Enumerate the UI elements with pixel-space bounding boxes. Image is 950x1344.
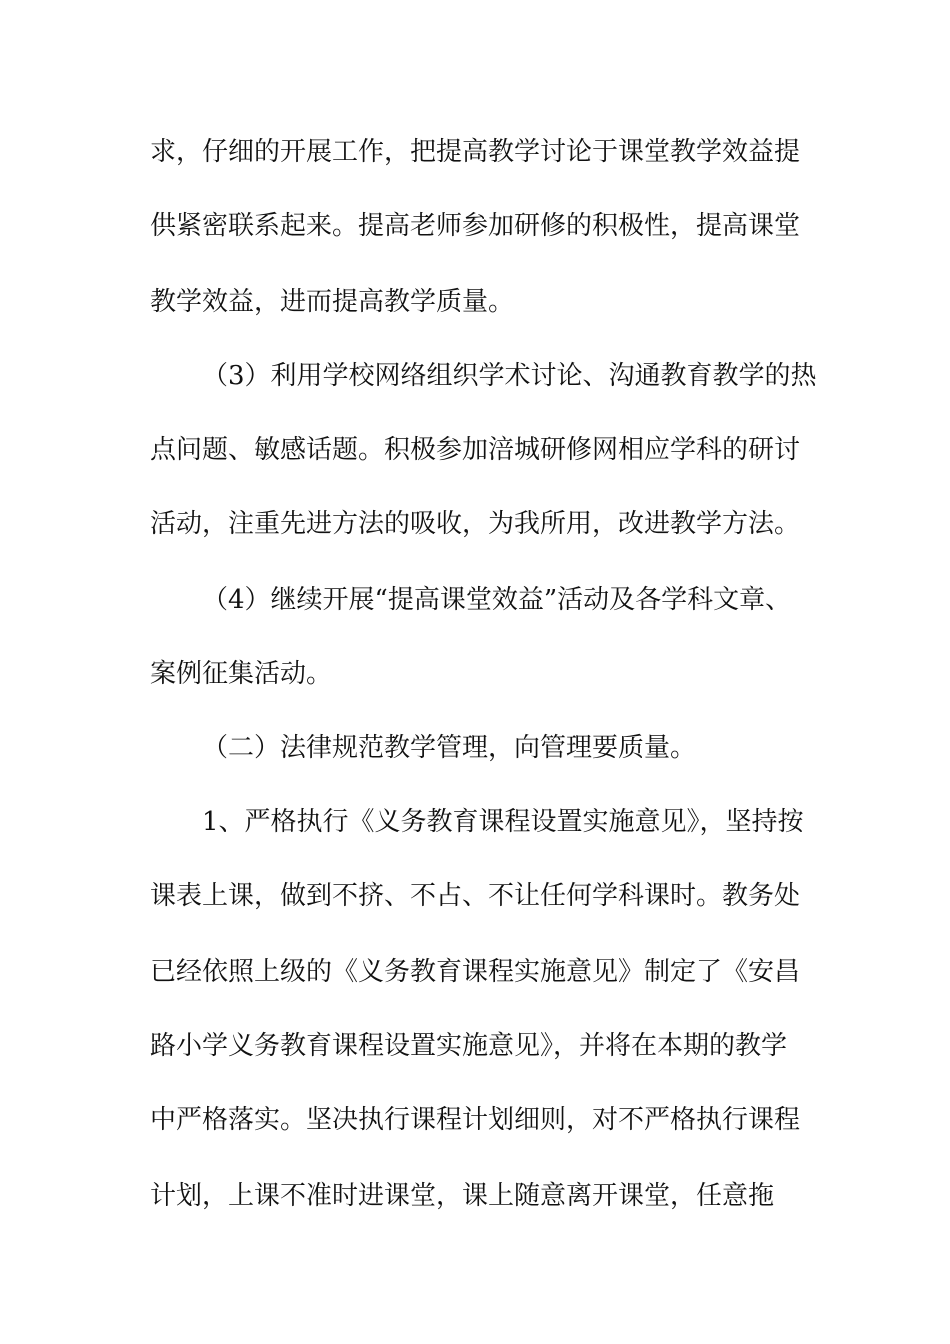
text-line: 中严格落实。坚决执行课程计划细则，对不严格执行课程 bbox=[150, 1105, 801, 1135]
text-line: 教学效益，进而提高教学质量。 bbox=[150, 287, 515, 317]
text-line: 课表上课，做到不挤、不占、不让任何学科课时。教务处 bbox=[150, 881, 801, 911]
text-line: 供紧密联系起来。提高老师参加研修的积极性，提高课堂 bbox=[150, 211, 801, 241]
text-line: 计划，上课不准时进课堂，课上随意离开课堂，任意拖 bbox=[150, 1181, 775, 1211]
paragraph-1-start: 1、严格执行《义务教育课程设置实施意见》，坚持按 bbox=[202, 807, 804, 837]
text-line: 点问题、敏感话题。积极参加涪城研修网相应学科的研讨 bbox=[150, 435, 801, 465]
text-line: 路小学义务教育课程设置实施意见》，并将在本期的教学 bbox=[150, 1031, 788, 1061]
text-line: 求，仔细的开展工作，把提高教学讨论于课堂教学效益提 bbox=[150, 137, 801, 167]
text-line: 已经依照上级的《义务教育课程实施意见》制定了《安昌 bbox=[150, 957, 801, 987]
paragraph-4-start: （4）继续开展“提高课堂效益”活动及各学科文章、 bbox=[202, 585, 792, 615]
paragraph-3-start: （3）利用学校网络组织学术讨论、沟通教育教学的热 bbox=[202, 361, 817, 391]
section-heading: （二）法律规范教学管理，向管理要质量。 bbox=[202, 733, 697, 763]
text-line: 活动，注重先进方法的吸收，为我所用，改进教学方法。 bbox=[150, 509, 801, 539]
text-line: 案例征集活动。 bbox=[150, 659, 333, 689]
